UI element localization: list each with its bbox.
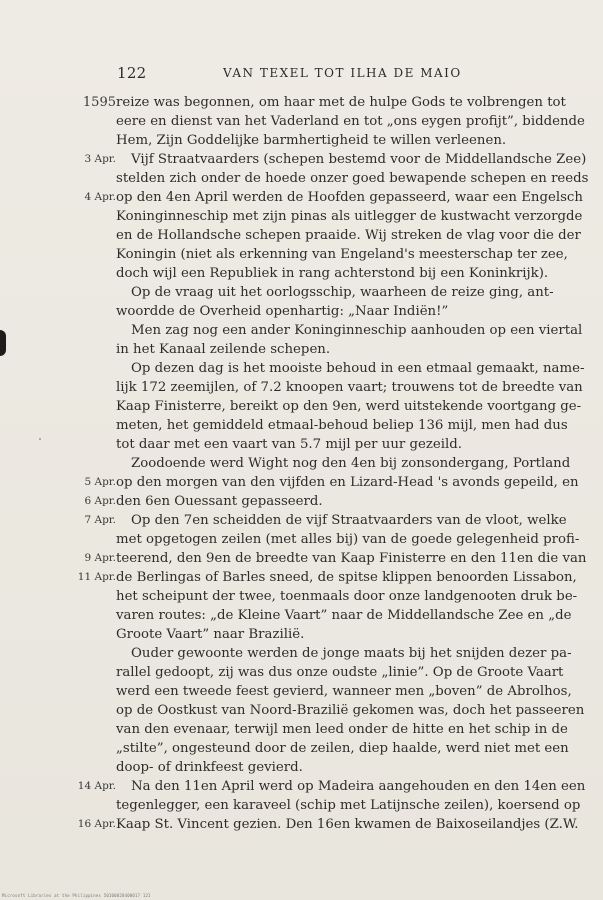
text-line	[0, 587, 603, 606]
text-line	[0, 340, 603, 359]
text-line	[0, 150, 603, 169]
text-line	[0, 473, 603, 492]
line-text: varen routes: „de Kleine Vaart” naar de Middellandsche Zee en „de	[116, 608, 572, 623]
text-line	[0, 112, 603, 131]
text-line	[0, 663, 603, 682]
line-text: de Berlingas of Barles sneed, de spitse klippen benoorden Lissabon,	[116, 570, 577, 585]
line-text: en de Hollandsche schepen praaide. Wij streken de vlag voor die der	[116, 228, 581, 243]
text-line	[0, 435, 603, 454]
line-text: Op den 7en scheidden de vijf Straatvaarders van de vloot, welke	[131, 513, 567, 528]
line-text: Vijf Straatvaarders (schepen bestemd voor de Middellandsche Zee)	[131, 152, 587, 167]
margin-date: 4 Apr.	[84, 191, 116, 203]
text-line	[0, 682, 603, 701]
text-line	[0, 188, 603, 207]
line-text: lijk 172 zeemijlen, of 7.2 knoopen vaart; trouwens tot de breedte van	[116, 380, 583, 395]
line-text: van den evenaar, terwijl men leed onder de hitte en het schip in de	[116, 722, 568, 737]
line-text: „stilte”, ongesteund door de zeilen, diep haalde, werd niet met een	[116, 741, 569, 756]
margin-date: 6 Apr.	[84, 495, 116, 507]
line-text: stelden zich onder de hoede onzer goed bewapende schepen en reeds	[116, 171, 589, 186]
margin-date: 11 Apr.	[77, 571, 116, 583]
line-text: Koningin (niet als erkenning van Engeland's meesterschap ter zee,	[116, 247, 568, 262]
margin-year: 1595	[82, 95, 116, 110]
line-text: meten, het gemiddeld etmaal-behoud beliep 136 mijl, men had dus	[116, 418, 568, 433]
line-text: op den 4en April werden de Hoofden gepasseerd, waar een Engelsch	[116, 190, 583, 205]
text-line	[0, 169, 603, 188]
line-text: in het Kanaal zeilende schepen.	[116, 342, 331, 357]
text-line	[0, 264, 603, 283]
line-text: Groote Vaart” naar Brazilië.	[116, 627, 305, 642]
text-line	[0, 568, 603, 587]
body-text	[0, 93, 603, 834]
line-text: Op dezen dag is het mooiste behoud in een etmaal gemaakt, name-	[131, 361, 585, 376]
margin-date: 3 Apr.	[84, 153, 116, 165]
line-text: Men zag nog een ander Koninginneschip aanhouden op een viertal	[131, 323, 583, 338]
text-line	[0, 302, 603, 321]
text-line	[0, 530, 603, 549]
running-head: VAN TEXEL TOT ILHA DE MAIO	[223, 66, 462, 80]
text-line	[0, 511, 603, 530]
line-text: tot daar met een vaart van 5.7 mijl per uur gezeild.	[116, 437, 462, 452]
line-text: Ouder gewoonte werden de jonge maats bij het snijden dezer pa-	[131, 646, 572, 661]
scan-footer: Microsoft Libraries at the Philippines 50100028400017 121	[2, 893, 151, 898]
text-line	[0, 283, 603, 302]
text-line	[0, 416, 603, 435]
text-line	[0, 454, 603, 473]
text-line	[0, 359, 603, 378]
page-header	[0, 64, 603, 84]
margin-date: 16 Apr.	[77, 818, 116, 830]
text-line	[0, 606, 603, 625]
line-text: tegenlegger, een karaveel (schip met Latijnsche zeilen), koersend op	[116, 798, 581, 813]
text-line	[0, 549, 603, 568]
margin-date: 14 Apr.	[77, 780, 116, 792]
text-line	[0, 815, 603, 834]
line-text: op den morgen van den vijfden en Lizard-Head 's avonds gepeild, en	[116, 475, 579, 490]
line-text: op de Oostkust van Noord-Brazilië gekomen was, doch het passeeren	[116, 703, 585, 718]
text-line	[0, 93, 603, 112]
line-text: Kaap St. Vincent gezien. Den 16en kwamen de Baixoseilandjes (Z.W.	[116, 817, 579, 832]
line-text: den 6en Ouessant gepasseerd.	[116, 494, 323, 509]
line-text: teerend, den 9en de breedte van Kaap Finisterre en den 11en die van	[116, 551, 587, 566]
margin-date: 9 Apr.	[84, 552, 116, 564]
line-text: Op de vraag uit het oorlogsschip, waarheen de reize ging, ant-	[131, 285, 554, 300]
line-text: Zoodoende werd Wight nog den 4en bij zonsondergang, Portland	[131, 456, 571, 471]
line-text: Na den 11en April werd op Madeira aangehouden en den 14en een	[131, 779, 586, 794]
line-text: woordde de Overheid openhartig: „Naar Indiën!”	[116, 304, 449, 319]
text-line	[0, 796, 603, 815]
text-line	[0, 378, 603, 397]
text-line	[0, 131, 603, 150]
line-text: met opgetogen zeilen (met alles bij) van de goede gelegenheid profi-	[116, 532, 580, 547]
line-text: Kaap Finisterre, bereikt op den 9en, werd uitstekende voortgang ge-	[116, 399, 582, 414]
page-number: 122	[117, 64, 147, 82]
text-line	[0, 397, 603, 416]
line-text: Koninginneschip met zijn pinas als uitlegger de kustwacht verzorgde	[116, 209, 583, 224]
text-line	[0, 777, 603, 796]
text-line	[0, 720, 603, 739]
line-text: het scheipunt der twee, toenmaals door onze landgenooten druk be-	[116, 589, 578, 604]
text-line	[0, 701, 603, 720]
margin-date: 5 Apr.	[84, 476, 116, 488]
line-text: reize was begonnen, om haar met de hulpe Gods te volbrengen tot	[116, 95, 566, 110]
line-text: rallel gedoopt, zij was dus onze oudste „linie”. Op de Groote Vaart	[116, 665, 564, 680]
text-line	[0, 207, 603, 226]
text-line	[0, 739, 603, 758]
line-text: Hem, Zijn Goddelijke barmhertigheid te willen verleenen.	[116, 133, 507, 148]
text-line	[0, 321, 603, 340]
line-text: werd een tweede feest gevierd, wanneer men „boven” de Abrolhos,	[116, 684, 572, 699]
text-line	[0, 625, 603, 644]
text-line	[0, 644, 603, 663]
text-line	[0, 245, 603, 264]
line-text: doch wijl een Republiek in rang achterstond bij een Koninkrijk).	[116, 266, 549, 281]
text-line	[0, 492, 603, 511]
text-line	[0, 758, 603, 777]
line-text: doop- of drinkfeest gevierd.	[116, 760, 303, 775]
text-line	[0, 226, 603, 245]
line-text: eere en dienst van het Vaderland en tot „ons eygen profijt”, biddende	[116, 114, 585, 129]
margin-date: 7 Apr.	[84, 514, 116, 526]
